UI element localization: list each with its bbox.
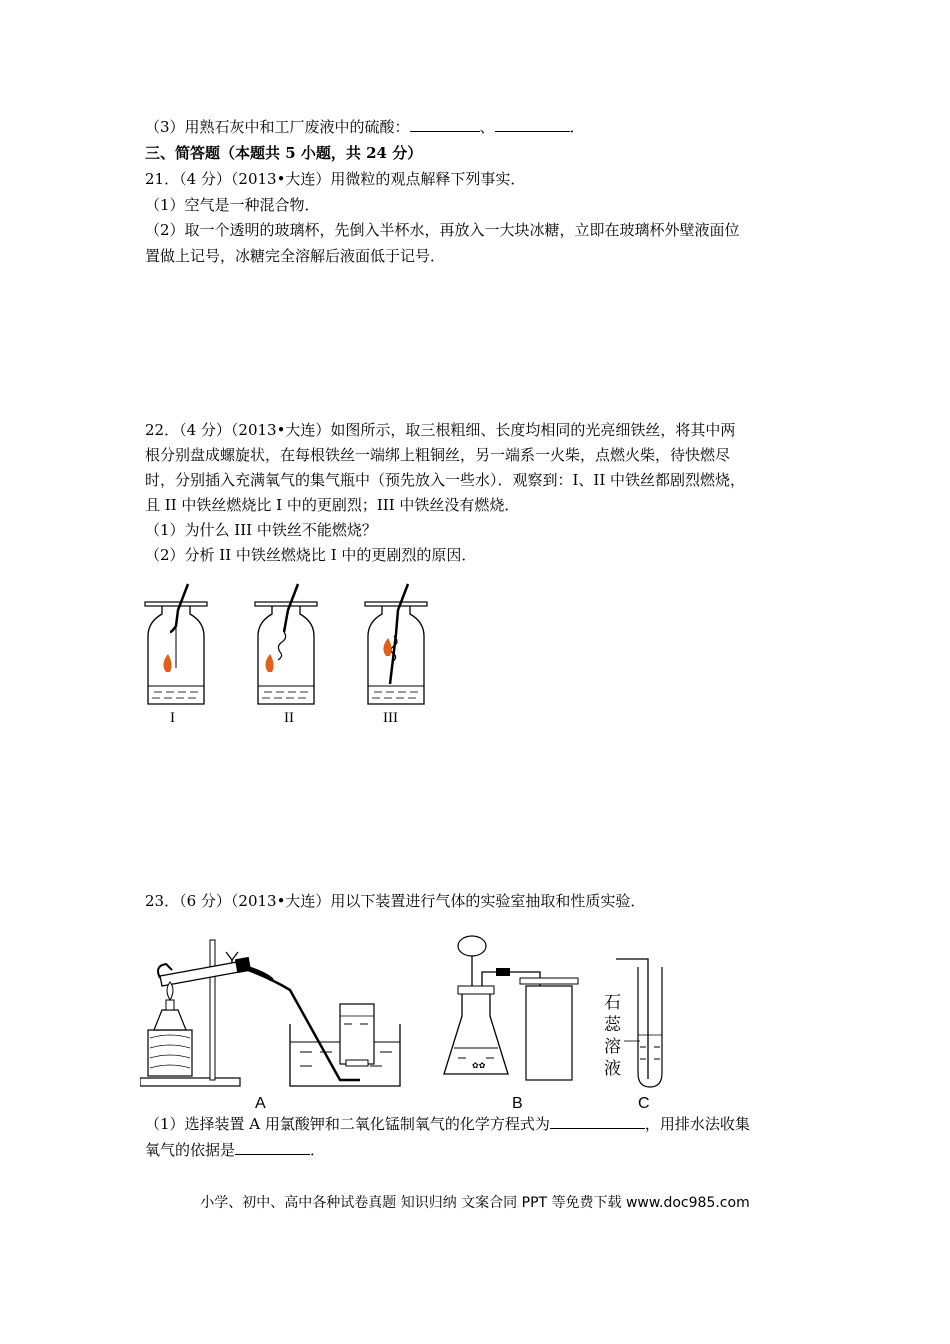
q22-item1: （1）为什么 III 中铁丝不能燃烧？ (145, 521, 377, 539)
period: ． (569, 118, 585, 136)
separator: 、 (479, 118, 495, 136)
figure-label-2: II (284, 710, 294, 726)
answer-blank[interactable] (235, 1140, 310, 1155)
answer-blank[interactable] (410, 117, 480, 132)
q21-item2-line1: （2）取一个透明的玻璃杯，先倒入半杯水，再放入一大块冰糖，立即在玻璃杯外壁液面位 (145, 221, 740, 239)
q21-item1: （1）空气是一种混合物． (145, 196, 320, 214)
bottle-3 (365, 584, 427, 704)
flame-icon (265, 654, 273, 672)
apparatus-label-a: A (255, 1095, 266, 1112)
bottle-1 (145, 584, 207, 704)
apparatus-label-c: C (638, 1095, 650, 1112)
litmus-label: 石蕊溶液 (604, 993, 621, 1079)
flame-icon (163, 654, 171, 672)
period: ． (310, 1141, 326, 1159)
q23-stem: 23．（6 分）（2013•大连）用以下装置进行气体的实验室抽取和性质实验． (145, 892, 646, 910)
q22-stem-line2: 根分别盘成螺旋状，在每根铁丝一端绑上粗铜丝，另一端系一火柴，点燃火柴，待快燃尽 (145, 446, 731, 464)
svg-text:✿✿: ✿✿ (472, 1061, 486, 1070)
q21-item2-line2: 置做上记号，冰糖完全溶解后液面低于记号． (145, 247, 446, 265)
q23-item1-text: （1）选择装置 A 用氯酸钾和二氧化锰制氧气的化学方程式为 (145, 1115, 550, 1133)
figure-label-3: III (383, 710, 398, 726)
q22-stem-line3: 时，分别插入充满氧气的集气瓶中（预先放入一些水）．观察到：I、II 中铁丝都剧烈燃烧， (145, 471, 746, 489)
q23-item1-text-end: ，用排水法收集 (644, 1115, 750, 1133)
flame-icon (383, 638, 391, 656)
q23-item1-line2-text: 氧气的依据是 (145, 1141, 236, 1159)
q21-stem: 21．（4 分）（2013•大连）用微粒的观点解释下列事实． (145, 170, 526, 188)
iron-wire-combustion-figure (140, 580, 440, 710)
answer-blank[interactable] (495, 117, 570, 132)
figure-label-1: I (170, 710, 175, 726)
apparatus-b (440, 930, 590, 1090)
apparatus-label-b: B (512, 1095, 523, 1112)
q22-item2: （2）分析 II 中铁丝燃烧比 I 中的更剧烈的原因． (145, 546, 477, 564)
apparatus-a (140, 930, 420, 1100)
q20-item3-text: （3）用熟石灰中和工厂废液中的硫酸： (145, 118, 410, 136)
page-footer: 小学、初中、高中各种试卷真题 知识归纳 文案合同 PPT 等免费下载 www.doc985.com (200, 1195, 750, 1211)
q20-item3 (145, 117, 585, 137)
bottle-2 (255, 584, 317, 704)
q23-item1-line1 (145, 1114, 750, 1134)
q22-stem-line4: 且 II 中铁丝燃烧比 I 中的更剧烈；III 中铁丝没有燃烧． (145, 496, 520, 514)
section-title: 三、简答题（本题共 5 小题，共 24 分） (145, 144, 423, 162)
answer-blank[interactable] (550, 1114, 645, 1129)
q22-stem-line1: 22．（4 分）（2013•大连）如图所示，取三根粗细、长度均相同的光亮细铁丝，将其中两 (145, 421, 736, 439)
q23-item1-line2 (145, 1140, 325, 1160)
